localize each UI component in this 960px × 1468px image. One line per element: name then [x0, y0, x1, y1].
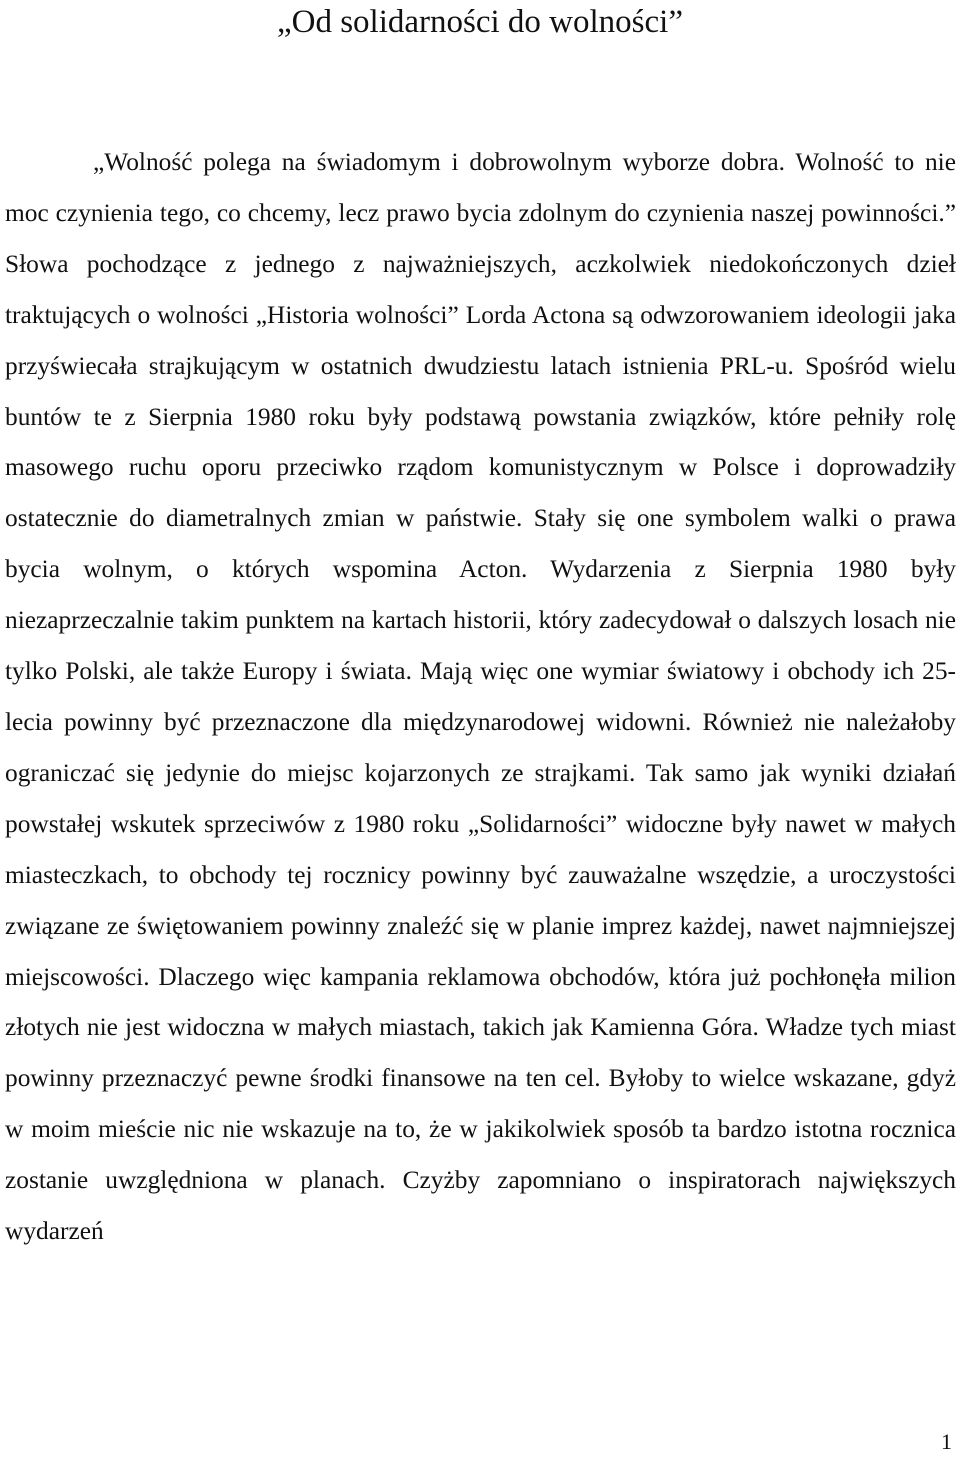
page-number: 1: [941, 1429, 952, 1454]
body-paragraph: „Wolność polega na świadomym i dobrowolnym wyborze dobra. Wolność to nie moc czynienia tego, co chcemy, lecz prawo bycia zdolnym do czynienia naszej powinności.” Słowa pochodzące z jednego z najważniejszych, aczkolwiek niedokończonych dzieł traktujących o wolności „Historia wolności” Lorda Actona są odwzorowaniem ideologii jaka przyświecała strajkującym w ostatnich dwudziestu latach istnienia PRL-u. Spośród wielu buntów te z Sierpnia 1980 roku były podstawą powstania związków, które pełniły rolę masowego ruchu oporu przeciwko rządom komunistycznym w Polsce i doprowadziły ostatecznie do diametralnych zmian w państwie. Stały się one symbolem walki o prawa bycia wolnym, o których wspomina Acton. Wydarzenia z Sierpnia 1980 były niezaprzeczalnie takim punktem na kartach historii, który zadecydował o dalszych losach nie tylko Polski, ale także Europy i świata. Mają więc one wymiar światowy i obchody ich 25-lecia powinny być przeznaczone dla międzynarodowej widowni. Również nie należałoby ograniczać się jedynie do miejsc kojarzonych ze strajkami. Tak samo jak wyniki działań powstałej wskutek sprzeciwów z 1980 roku „Solidarności” widoczne były nawet w małych miasteczkach, to obchody tej rocznicy powinny być zauważalne wszędzie, a uroczystości związane ze świętowaniem powinny znaleźć się w planie imprez każdej, nawet najmniejszej miejscowości. Dlaczego więc kampania reklamowa obchodów, która już pochłonęła milion złotych nie jest widoczna w małych miastach, takich jak Kamienna Góra. Władze tych miast powinny przeznaczyć pewne środki finansowe na ten cel. Byłoby to wielce wskazane, gdyż w moim mieście nic nie wskazuje na to, że w jakikolwiek sposób ta bardzo istotna rocznica zostanie uwzględniona w planach. Czyżby zapomniano o inspiratorach największych wydarzeń: [5, 148, 956, 1246]
document-title: „Od solidarności do wolności”: [276, 4, 683, 40]
